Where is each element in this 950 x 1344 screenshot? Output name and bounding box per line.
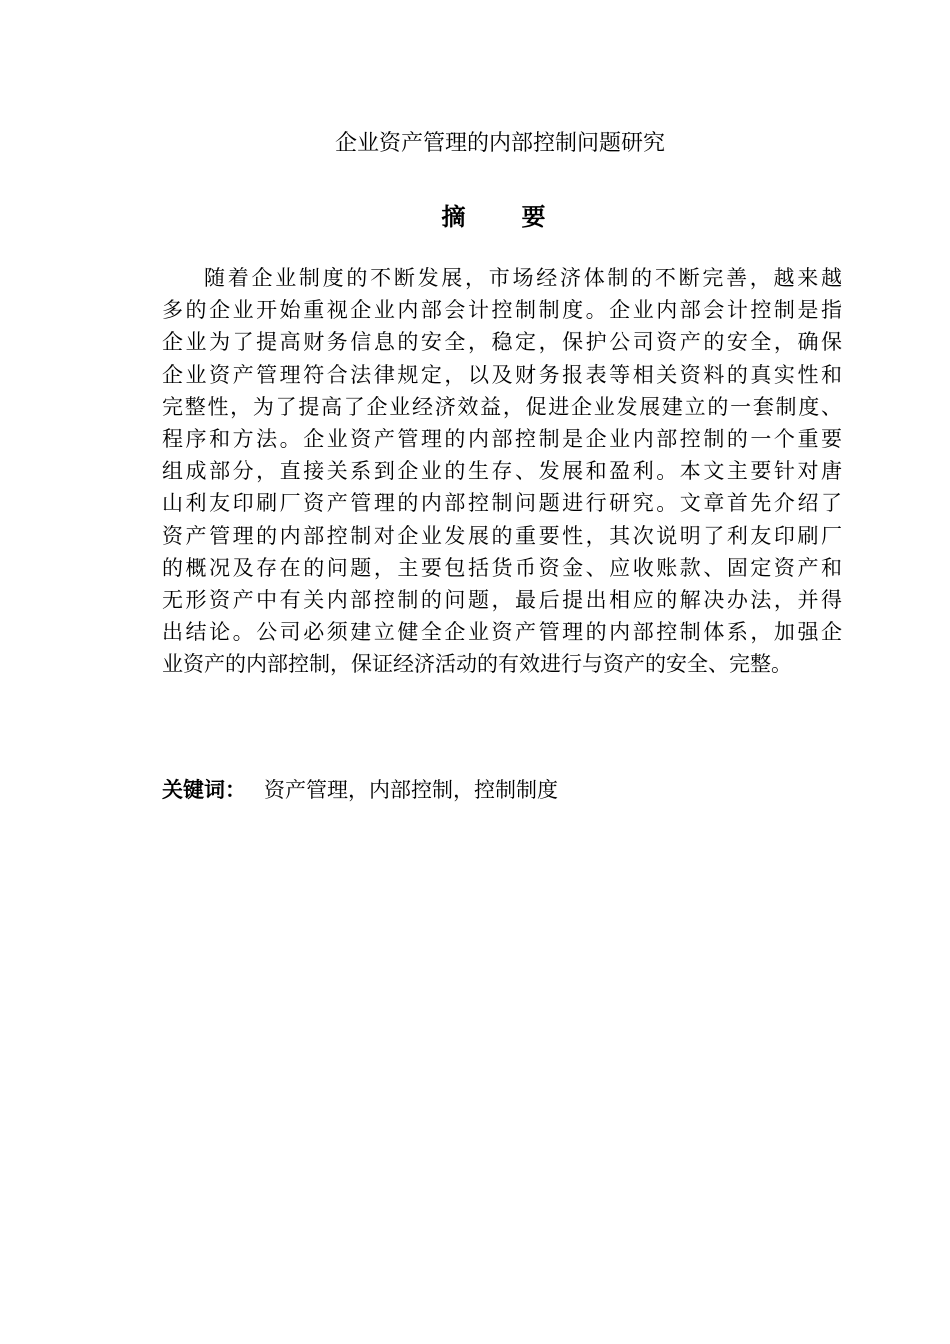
abstract-line: 山利友印刷厂资产管理的内部控制问题进行研究。文章首先介绍了: [162, 491, 842, 516]
abstract-heading: [0, 200, 950, 234]
abstract-line: 企业资产管理符合法律规定，以及财务报表等相关资料的真实性和: [162, 362, 842, 387]
keywords: [162, 774, 558, 806]
abstract-line: 无形资产中有关内部控制的问题，最后提出相应的解决办法，并得: [162, 587, 842, 612]
abstract-line: 随着企业制度的不断发展，市场经济体制的不断完善，越来越: [204, 266, 842, 290]
abstract-line: 的概况及存在的问题，主要包括货币资金、应收账款、固定资产和: [162, 555, 842, 580]
abstract-heading-char-1: 摘: [441, 203, 466, 231]
abstract-line: 完整性，为了提高了企业经济效益，促进企业发展建立的一套制度、: [162, 394, 842, 419]
keywords-label: 关键词：: [162, 778, 246, 802]
abstract-line: 出结论。公司必须建立健全企业资产管理的内部控制体系，加强企: [162, 620, 842, 645]
abstract-body: [162, 262, 842, 680]
abstract-line: 多的企业开始重视企业内部会计控制制度。企业内部会计控制是指: [162, 298, 842, 323]
abstract-heading-char-2: 要: [521, 203, 546, 231]
abstract-line: 企业为了提高财务信息的安全，稳定，保护公司资产的安全，确保: [162, 330, 842, 355]
abstract-line: 组成部分，直接关系到企业的生存、发展和盈利。本文主要针对唐: [162, 459, 842, 484]
abstract-line: 业资产的内部控制，保证经济活动的有效进行与资产的安全、完整。: [162, 652, 792, 677]
keywords-value: 资产管理，内部控制，控制制度: [264, 778, 558, 802]
abstract-line: 程序和方法。企业资产管理的内部控制是企业内部控制的一个重要: [162, 426, 842, 451]
abstract-line: 资产管理的内部控制对企业发展的重要性，其次说明了利友印刷厂: [162, 523, 842, 548]
document-title: 企业资产管理的内部控制问题研究: [334, 131, 665, 156]
